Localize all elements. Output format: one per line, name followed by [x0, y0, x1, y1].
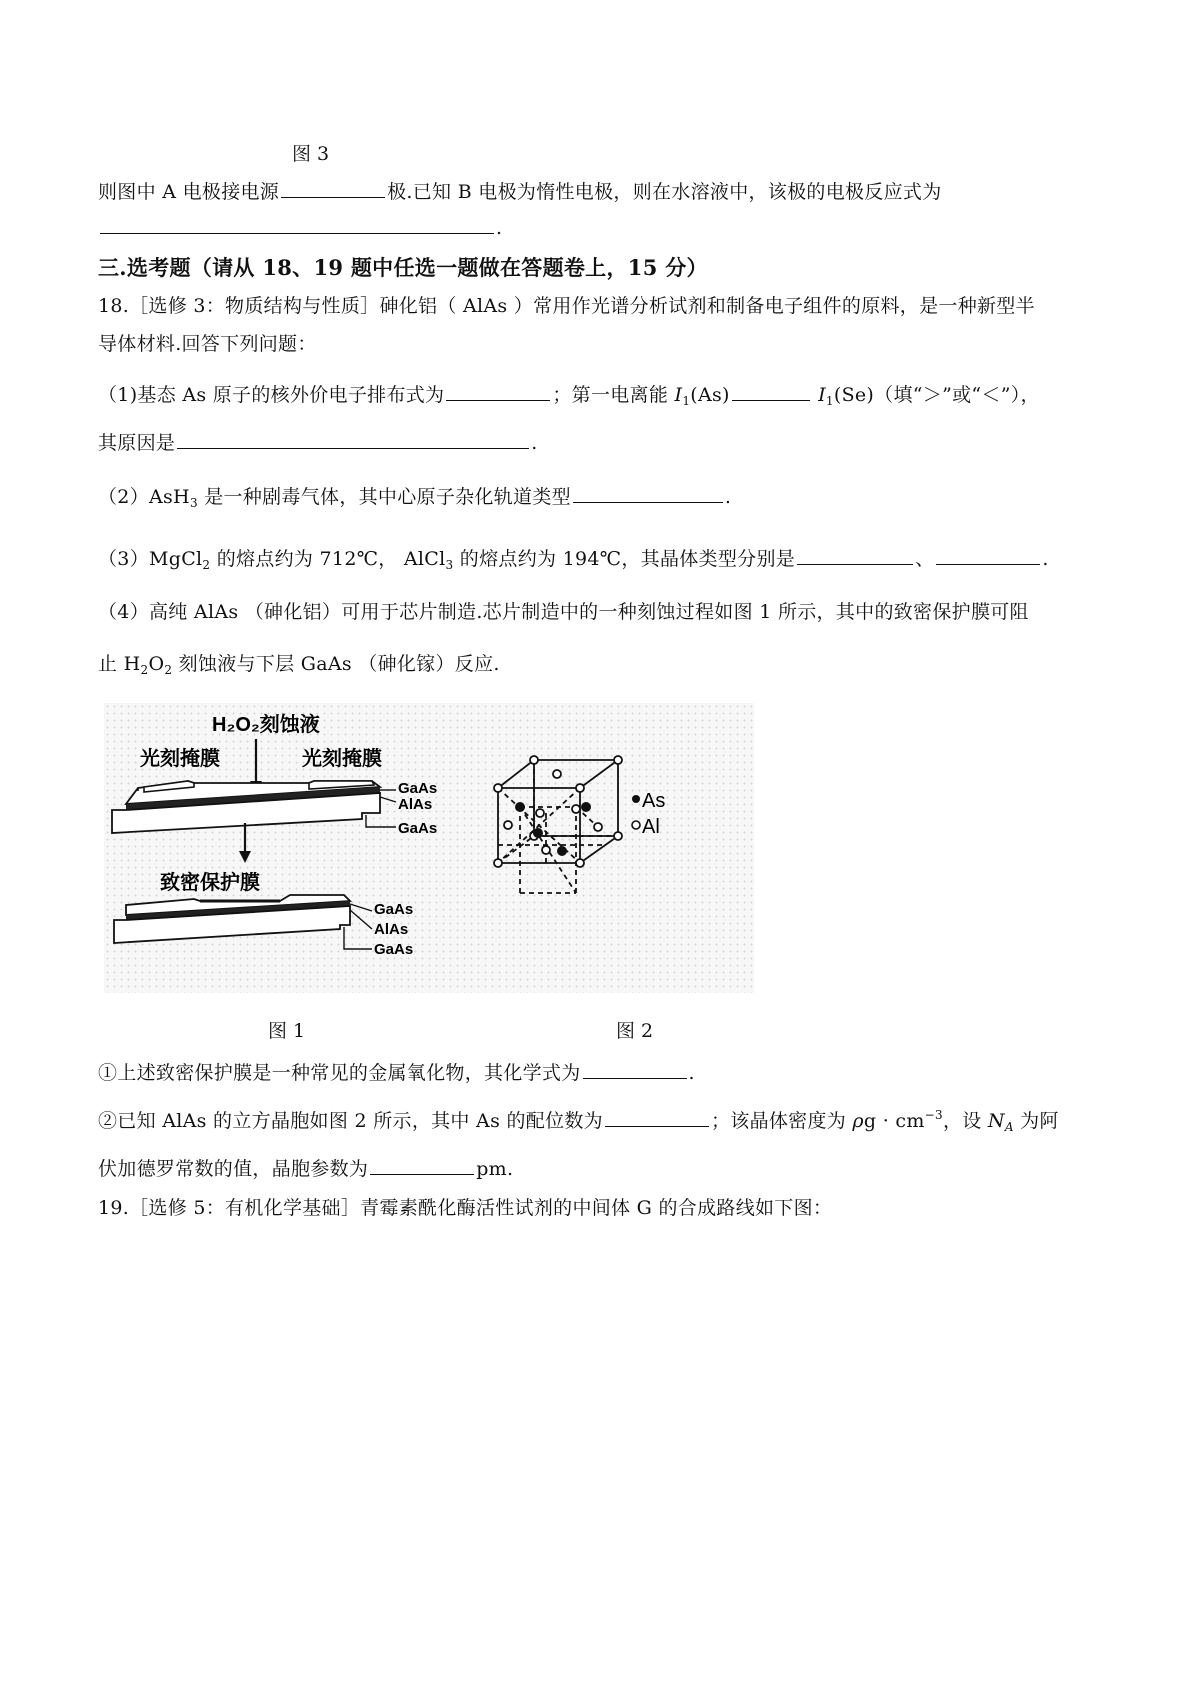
answer-blank-crystal-type-2[interactable] [936, 546, 1040, 565]
fig1-caption: 图 1 [268, 1020, 306, 1042]
sub2-text-b: ；该晶体密度为 [710, 1110, 847, 1132]
p3-sub2: 3 [445, 558, 454, 572]
q18-part4-line1: （4）高纯 AlAs （砷化铝）可用于芯片制造.芯片制造中的一种刻蚀过程如图 1 所示，其中的致密保护膜可阻 [98, 601, 1029, 623]
answer-blank-compare[interactable] [732, 382, 810, 401]
q18-part3 [98, 544, 1049, 572]
answer-blank-hybridization[interactable] [573, 484, 723, 503]
answer-blank-electron-config[interactable] [446, 382, 550, 401]
p1-reason-label: 其原因是 [98, 432, 176, 454]
p3-text-c: 的熔点约为 194℃，其晶体类型分别是 [453, 548, 796, 570]
p3-sub1: 2 [202, 558, 211, 572]
p2-text-a: （2）AsH [98, 486, 190, 508]
avogadro-sub: A [1004, 1120, 1014, 1134]
p3-text-b: 的熔点约为 712℃， AlCl [210, 548, 446, 570]
fig1-label-gaas-bottom-1: GaAs [398, 820, 438, 837]
p1-text-b: ；第一电离能 [552, 384, 669, 406]
fig3-caption: 图 3 [292, 143, 330, 165]
fig1-mask-left-label: 光刻掩膜 [140, 748, 220, 770]
rho-symbol: ρ [852, 1110, 864, 1132]
fig1-leader-3 [366, 815, 396, 827]
fig1-leader-2 [380, 797, 396, 802]
answer-blank-crystal-type-1[interactable] [797, 546, 913, 565]
fig1-protect-label: 致密保护膜 [160, 872, 260, 894]
fig1-mask-right-label: 光刻掩膜 [302, 748, 382, 770]
fig1-arrowhead-mid [239, 851, 251, 863]
answer-blank-coordination[interactable] [605, 1108, 709, 1127]
legend-al-label: Al [642, 816, 660, 838]
fig1-lower-wafer [114, 895, 350, 943]
fig1-leader-4 [350, 904, 372, 911]
q18-sub1 [98, 1058, 695, 1085]
q18-part4-line2 [98, 649, 500, 677]
ionization-sub-1: 1 [682, 394, 691, 408]
sub2-line2-a: 伏加德罗常数的值，晶胞参数为 [98, 1158, 369, 1180]
fig1-label-gaas-top-1: GaAs [398, 780, 438, 797]
p1-text-c: （填“＞”或“＜”）， [874, 384, 1040, 406]
sub2-text-c: ，设 [942, 1110, 982, 1132]
p2-text-b: 是一种剧毒气体，其中心原子杂化轨道类型 [197, 486, 571, 508]
p4-sub2: 2 [164, 663, 173, 677]
section3-title: 三.选考题（请从 18、19 题中任选一题做在答题卷上，15 分） [98, 255, 708, 280]
fig1-label-alas-1: AlAs [398, 796, 433, 813]
q18-sub2-line2 [98, 1154, 513, 1181]
q18-intro-line2: 导体材料.回答下列问题： [98, 333, 317, 355]
fig1-label-gaas-bottom-2: GaAs [374, 941, 414, 958]
q17-tail-line [98, 177, 942, 204]
q18-sub2-line1 [98, 1106, 1059, 1134]
p4-sub1: 2 [140, 663, 149, 677]
legend-al-dot [632, 821, 640, 829]
answer-blank-lattice-parameter[interactable] [370, 1156, 474, 1175]
figure-panel [104, 703, 754, 993]
ionization-symbol-1: I [674, 384, 683, 406]
p2-end: . [724, 486, 732, 508]
p3-end: . [1042, 548, 1049, 570]
q17-text-b: 极.已知 B 电极为惰性电极，则在水溶液中，该极的电极反应式为 [387, 181, 942, 203]
answer-blank-electrode[interactable] [281, 179, 385, 198]
sub2-line2-b: pm. [476, 1158, 514, 1180]
se-label: (Se) [833, 384, 875, 406]
fig1-leader-6 [344, 927, 372, 949]
q17-text-a: 则图中 A 电极接电源 [98, 181, 280, 203]
q18-part1-line2 [98, 428, 538, 455]
fig1-label-gaas-top-2: GaAs [374, 901, 414, 918]
fig2-caption: 图 2 [616, 1020, 654, 1042]
sub1-text: ①上述致密保护膜是一种常见的金属氧化物，其化学式为 [98, 1062, 581, 1084]
q18-part1-line1 [98, 380, 1040, 408]
fig1-label-alas-2: AlAs [374, 921, 409, 938]
q18-intro-line1: 18.［选修 3：物质结构与性质］砷化铝（ AlAs ）常用作光谱分析试剂和制备电子组件的原料，是一种新型半 [98, 295, 1035, 317]
answer-blank-electrode-reaction[interactable] [100, 215, 494, 234]
ionization-sub-2: 1 [825, 394, 834, 408]
answer-blank-reason[interactable] [177, 430, 529, 449]
fig1-leader-5 [350, 910, 372, 929]
q17-end: . [496, 217, 503, 239]
p1-text-a: （1)基态 As 原子的核外价电子排布式为 [98, 384, 445, 406]
p4-text-b: 刻蚀液与下层 GaAs （砷化镓）反应. [172, 653, 500, 675]
answer-blank-oxide-formula[interactable] [583, 1060, 687, 1079]
ionization-symbol-2: I [818, 384, 826, 406]
avogadro-symbol: N [987, 1110, 1005, 1132]
p3-text-a: （3）MgCl [98, 548, 203, 570]
q19-intro: 19.［选修 5：有机化学基础］青霉素酰化酶活性试剂的中间体 G 的合成路线如下图： [98, 1197, 833, 1219]
fig1-etchant-label: H₂O₂刻蚀液 [212, 714, 320, 736]
sub2-text-d: 为阿 [1013, 1110, 1059, 1132]
as-label: (As) [690, 384, 730, 406]
q18-part2 [98, 482, 731, 510]
p1-end: . [531, 432, 538, 454]
legend-as-label: As [642, 790, 666, 812]
p4-text-a: 止 H [98, 653, 141, 675]
p2-sub: 3 [189, 496, 198, 510]
sub2-text-a: ②已知 AlAs 的立方晶胞如图 2 所示，其中 As 的配位数为 [98, 1110, 603, 1132]
density-exp: −3 [924, 1108, 943, 1122]
figures-svg [104, 703, 754, 993]
q17-tail-line2 [98, 215, 502, 239]
density-unit: g · cm [863, 1110, 925, 1132]
legend-as-dot [632, 795, 640, 803]
sub1-end: . [688, 1062, 695, 1084]
p3-sep: 、 [915, 548, 935, 570]
p4-o: O [148, 653, 165, 675]
